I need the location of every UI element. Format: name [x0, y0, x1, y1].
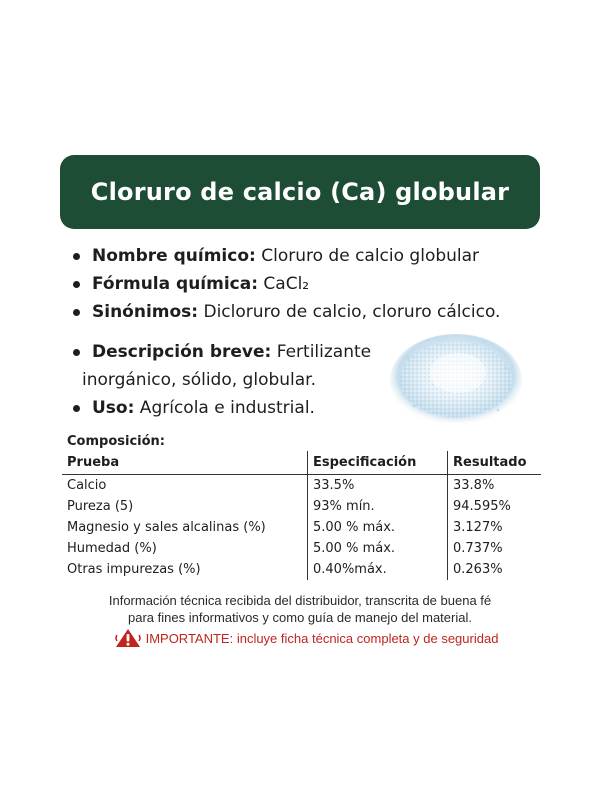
cell-especificacion: 93% mín. — [308, 496, 448, 517]
warning-icon — [114, 628, 142, 648]
cell-resultado: 33.8% — [448, 475, 542, 497]
table-row — [62, 517, 541, 538]
product-info-list-2 — [68, 338, 388, 422]
nombre-value: Cloruro de calcio globular — [255, 246, 480, 266]
table-row — [62, 475, 541, 497]
cell-prueba: Humedad (%) — [67, 541, 157, 556]
composition-title: Composición: — [67, 434, 165, 449]
header-resultado: Resultado — [448, 451, 542, 475]
cell-prueba: Calcio — [67, 478, 107, 493]
disclaimer-line-2: para fines informativos y como guía de manejo del material. — [128, 610, 472, 625]
table-header-row — [62, 451, 541, 475]
cell-resultado: 0.263% — [448, 559, 542, 580]
cell-resultado: 0.737% — [448, 538, 542, 559]
bullet-icon — [73, 281, 80, 288]
calcium-chloride-pellets-image — [388, 328, 524, 428]
product-info-list — [68, 242, 548, 326]
cell-prueba: Pureza (5) — [67, 499, 134, 514]
list-item-nombre — [68, 242, 548, 270]
list-item-formula — [68, 270, 548, 298]
formula-label: Fórmula química: — [92, 274, 259, 294]
cell-resultado: 3.127% — [448, 517, 542, 538]
sinonimos-value: Dicloruro de calcio, cloruro cálcico. — [198, 302, 501, 322]
warning-notice — [96, 628, 516, 648]
warning-text: IMPORTANTE: incluye ficha técnica completa y de seguridad — [145, 630, 499, 646]
title-banner — [60, 155, 540, 229]
cell-especificacion: 33.5% — [308, 475, 448, 497]
header-especificacion: Especificación — [308, 451, 448, 475]
cell-prueba: Otras impurezas (%) — [67, 562, 201, 577]
page-title: Cloruro de calcio (Ca) globular — [90, 178, 510, 206]
bullet-icon — [73, 309, 80, 316]
nombre-label: Nombre químico: — [92, 246, 256, 266]
cell-especificacion: 5.00 % máx. — [308, 517, 448, 538]
formula-value: CaCl₂ — [258, 274, 310, 294]
header-prueba: Prueba — [62, 451, 308, 475]
uso-value: Agrícola e industrial. — [134, 398, 315, 418]
sinonimos-label: Sinónimos: — [92, 302, 199, 322]
cell-resultado: 94.595% — [448, 496, 542, 517]
composition-table — [62, 451, 541, 580]
list-item-descripcion — [68, 338, 388, 394]
cell-prueba: Magnesio y sales alcalinas (%) — [67, 520, 266, 535]
descripcion-value-line2: inorgánico, sólido, globular. — [82, 370, 317, 390]
descripcion-label: Descripción breve: — [92, 342, 272, 362]
uso-label: Uso: — [92, 398, 135, 418]
descripcion-value: Fertilizante — [271, 342, 372, 362]
table-row — [62, 559, 541, 580]
bullet-icon — [73, 405, 80, 412]
table-row — [62, 538, 541, 559]
table-row — [62, 496, 541, 517]
bullet-icon — [73, 253, 80, 260]
disclaimer — [80, 592, 520, 626]
cell-especificacion: 0.40%máx. — [308, 559, 448, 580]
list-item-uso — [68, 394, 388, 422]
bullet-icon — [73, 349, 80, 356]
list-item-sinonimos — [68, 298, 548, 326]
cell-especificacion: 5.00 % máx. — [308, 538, 448, 559]
disclaimer-line-1: Información técnica recibida del distribuidor, transcrita de buena fé — [108, 593, 492, 608]
